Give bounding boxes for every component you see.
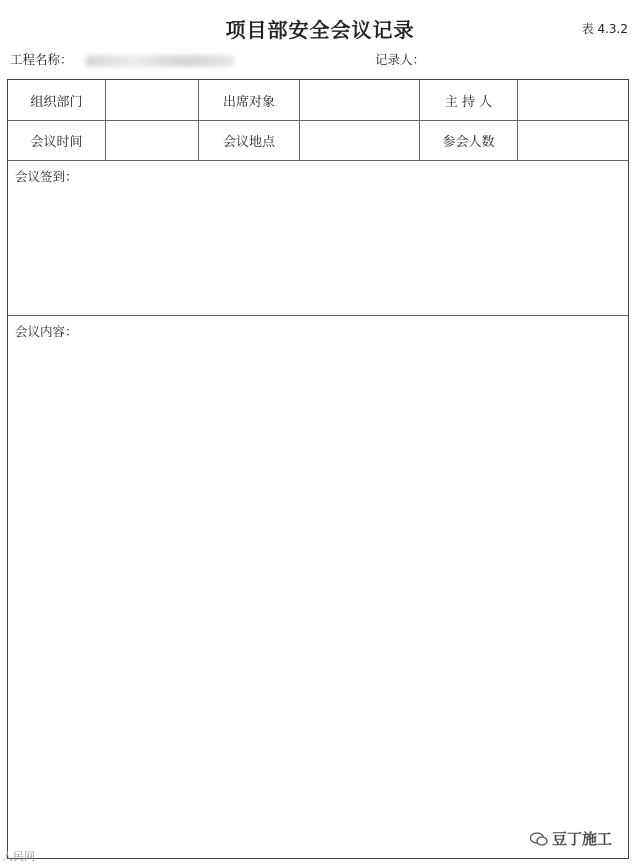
table-number: 表 4.3.2 xyxy=(581,22,628,36)
meeting-time-value[interactable] xyxy=(106,121,199,160)
meeting-place-label: 会议地点 xyxy=(199,121,300,160)
watermark-right-text: 豆丁施工 xyxy=(552,830,613,848)
table-row xyxy=(8,121,628,161)
sign-in-label: 会议签到： xyxy=(15,169,78,184)
table-row xyxy=(8,80,628,121)
host-label: 主 持 人 xyxy=(420,80,518,120)
participant-count-value[interactable] xyxy=(518,121,628,160)
organizer-dept-value[interactable] xyxy=(106,80,199,120)
attendees-label: 出席对象 xyxy=(199,80,300,120)
host-value[interactable] xyxy=(518,80,628,120)
recorder-label: 记录人： xyxy=(375,52,426,67)
meeting-record-form xyxy=(7,79,629,859)
watermark-doudingshigong xyxy=(530,828,612,849)
meeting-content-section[interactable] xyxy=(8,316,628,858)
meeting-place-value[interactable] xyxy=(300,121,420,160)
project-name-field xyxy=(10,50,235,68)
watermark-left xyxy=(2,848,35,864)
project-name-label: 工程名称： xyxy=(10,52,73,67)
meeting-time-label: 会议时间 xyxy=(8,121,106,160)
sign-in-section[interactable] xyxy=(8,161,628,316)
organizer-dept-label: 组织部门 xyxy=(8,80,106,120)
meeting-content-label: 会议内容： xyxy=(15,324,78,339)
document-title: 项目部安全会议记录 xyxy=(225,18,415,42)
project-name-redacted xyxy=(85,55,235,67)
recorder-field xyxy=(375,50,425,68)
watermark-left-text: 人民网 xyxy=(2,850,35,863)
attendees-value[interactable] xyxy=(300,80,420,120)
participant-count-label: 参会人数 xyxy=(420,121,518,160)
wechat-icon xyxy=(530,832,548,846)
